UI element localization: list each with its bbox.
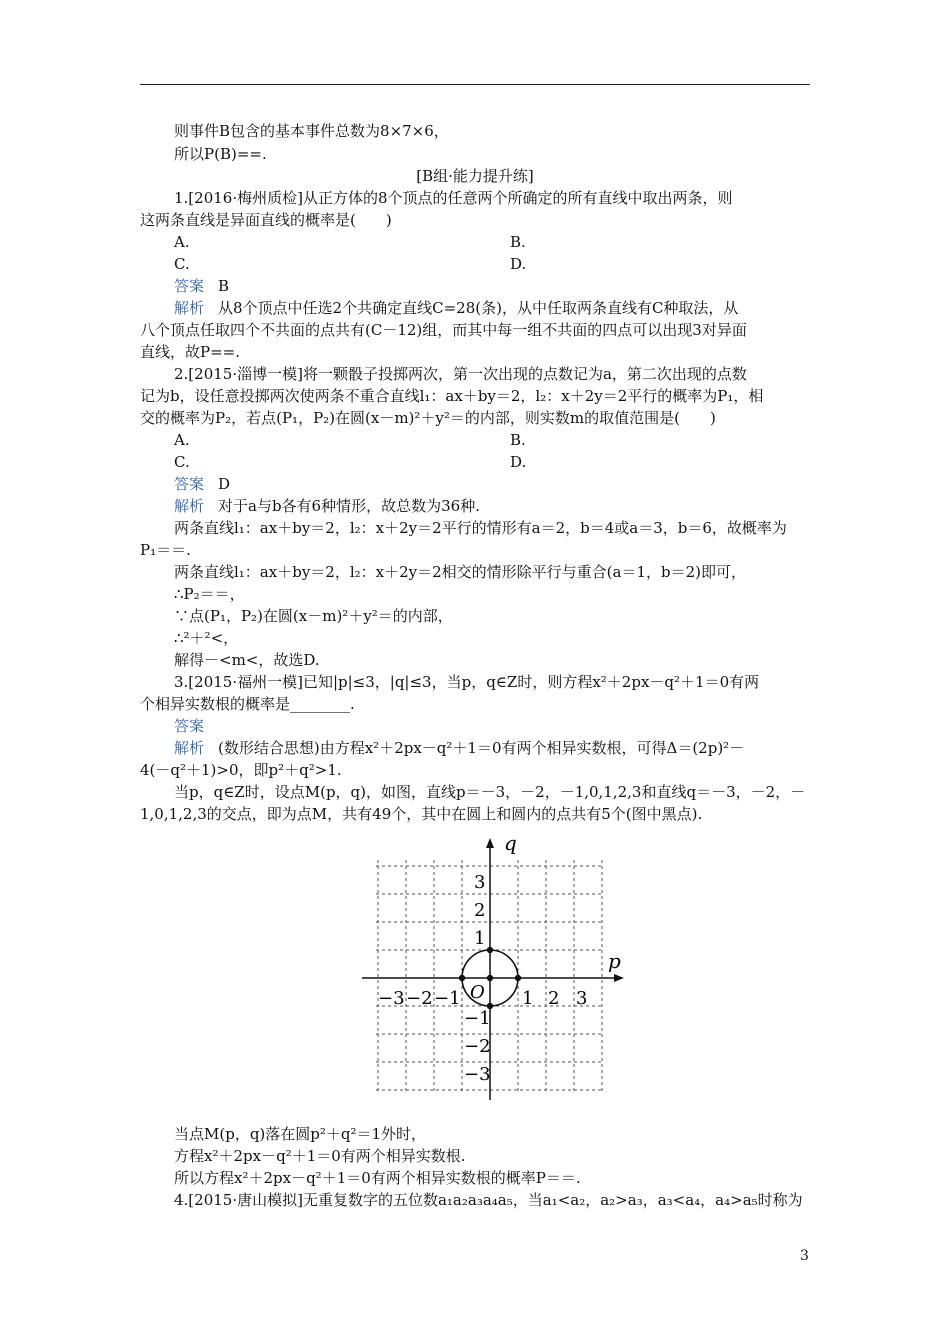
- analysis-label: 解析: [174, 299, 205, 317]
- x-tick-label: 1: [522, 988, 534, 1009]
- y-tick-label: −3: [464, 1064, 491, 1085]
- text-line: 1,0,1,2,3的交点，即为点M，共有49个，其中在圆上和圆内的点共有5个(图中黑点).: [140, 805, 703, 823]
- origin-label: O: [470, 982, 485, 1003]
- lattice-dot: [487, 947, 493, 953]
- y-tick-label: 3: [474, 872, 486, 893]
- text-line: 所以方程x²＋2px－q²＋1＝0有两个相异实数根的概率P＝＝.: [174, 1169, 581, 1187]
- option-d: D.: [510, 255, 527, 273]
- section-title: [B组·能力提升练]: [416, 167, 534, 185]
- text-line: 解得－<m<，故选D.: [174, 651, 320, 669]
- text-line: 方程x²＋2px－q²＋1＝0有两个相异实数根.: [174, 1147, 466, 1165]
- answer-line: [174, 275, 229, 297]
- question-2: 2.[2015·淄博一模]将一颗骰子投掷两次，第一次出现的点数记为a，第二次出现的点数: [174, 365, 747, 383]
- option-b: B.: [510, 431, 526, 449]
- option-c: C.: [174, 255, 190, 273]
- text-line: ∴P₂＝＝，: [174, 585, 245, 603]
- x-tick-label: 3: [576, 988, 588, 1009]
- x-tick-label: −2: [406, 988, 433, 1009]
- text-line: 则事件B包含的基本事件总数为8×7×6，: [174, 122, 449, 140]
- analysis-line: 解析 (数形结合思想)由方程x²＋2px－q²＋1＝0有两个相异实数根，可得Δ＝(2p)²－: [174, 739, 745, 757]
- text-line: 4(－q²＋1)>0，即p²＋q²>1.: [140, 761, 342, 779]
- option-a: A.: [174, 431, 190, 449]
- option-c: C.: [174, 453, 190, 471]
- x-tick-label: −3: [378, 988, 405, 1009]
- x-tick-label: 2: [548, 988, 560, 1009]
- text-line: ∴²＋²<，: [174, 629, 239, 647]
- y-tick-label: 1: [474, 928, 486, 949]
- analysis-label: 解析: [174, 739, 205, 757]
- text-line: 个相异实数根的概率是________.: [140, 695, 355, 713]
- option-b: B.: [510, 233, 526, 251]
- answer-value: D: [218, 475, 231, 493]
- question-3: 3.[2015·福州一模]已知|p|≤3，|q|≤3，当p，q∈Z时，则方程x²＋2px－q²＋1＝0有两: [174, 673, 760, 691]
- text-line: 交的概率为P₂，若点(P₁，P₂)在圆(x－m)²＋y²＝的内部，则实数m的取值范围是( ): [140, 409, 716, 427]
- page-number: 3: [800, 1248, 809, 1264]
- p-axis-label: p: [608, 949, 621, 973]
- text-line: 当点M(p，q)落在圆p²＋q²＝1外时，: [174, 1125, 427, 1143]
- text-line: 所以P(B)==.: [174, 145, 267, 163]
- q-axis-arrow: [486, 838, 494, 848]
- text-line: P₁＝＝.: [140, 541, 191, 559]
- lattice-dot: [515, 975, 521, 981]
- analysis-label: 解析: [174, 497, 205, 515]
- lattice-diagram: [352, 832, 632, 1102]
- text-line: 八个顶点任取四个不共面的点共有(C－12)组，而其中每一组不共面的四点可以出现3对异面: [140, 321, 747, 339]
- text-line: 这两条直线是异面直线的概率是( ): [140, 211, 392, 229]
- p-axis-arrow: [614, 974, 624, 982]
- text-line: ∵点(P₁，P₂)在圆(x－m)²＋y²＝的内部，: [174, 607, 453, 625]
- text-line: 两条直线l₁：ax＋by＝2，l₂：x＋2y＝2平行的情形有a＝2，b＝4或a＝3，b＝6，故概率为: [174, 519, 787, 537]
- question-1: 1.[2016·梅州质检]从正方体的8个顶点的任意两个所确定的所有直线中取出两条，则: [174, 189, 733, 207]
- y-tick-label: 2: [474, 900, 486, 921]
- q-axis-label: q: [504, 832, 517, 855]
- y-tick-label: −2: [464, 1036, 491, 1057]
- analysis-line: 解析 从8个顶点中任选2个共确定直线C=28(条)，从中任取两条直线有C种取法，从: [174, 299, 739, 317]
- answer-value: B: [218, 277, 230, 295]
- lattice-figure: [352, 832, 632, 1102]
- text-line: 当p，q∈Z时，设点M(p，q)，如图，直线p＝－3，－2，－1,0,1,2,3和直线q＝－3，－2，－: [174, 783, 806, 801]
- lattice-dot: [487, 975, 493, 981]
- y-tick-label: −1: [464, 1008, 491, 1029]
- x-tick-label: −1: [434, 988, 461, 1009]
- answer-label: 答案: [174, 277, 205, 295]
- text-line: 两条直线l₁：ax＋by＝2，l₂：x＋2y＝2相交的情形除平行与重合(a＝1，b＝2)即可，: [174, 563, 747, 581]
- header-rule: [140, 84, 810, 85]
- option-a: A.: [174, 233, 190, 251]
- answer-line: [174, 473, 230, 495]
- text-line: 记为b，设任意投掷两次使两条不重合直线l₁：ax＋by＝2，l₂：x＋2y＝2平行的概率为P₁，相: [140, 387, 764, 405]
- question-4: 4.[2015·唐山模拟]无重复数字的五位数a₁a₂a₃a₄a₅，当a₁<a₂，a₂>a₃，a₃<a₄，a₄>a₅时称为: [174, 1191, 803, 1209]
- lattice-dot: [459, 975, 465, 981]
- text-line: 直线，故P==.: [140, 343, 240, 361]
- answer-label: 答案: [174, 475, 205, 493]
- option-d: D.: [510, 453, 527, 471]
- answer-label: 答案: [174, 717, 205, 735]
- analysis-line: 解析 对于a与b各有6种情形，故总数为36种.: [174, 497, 480, 515]
